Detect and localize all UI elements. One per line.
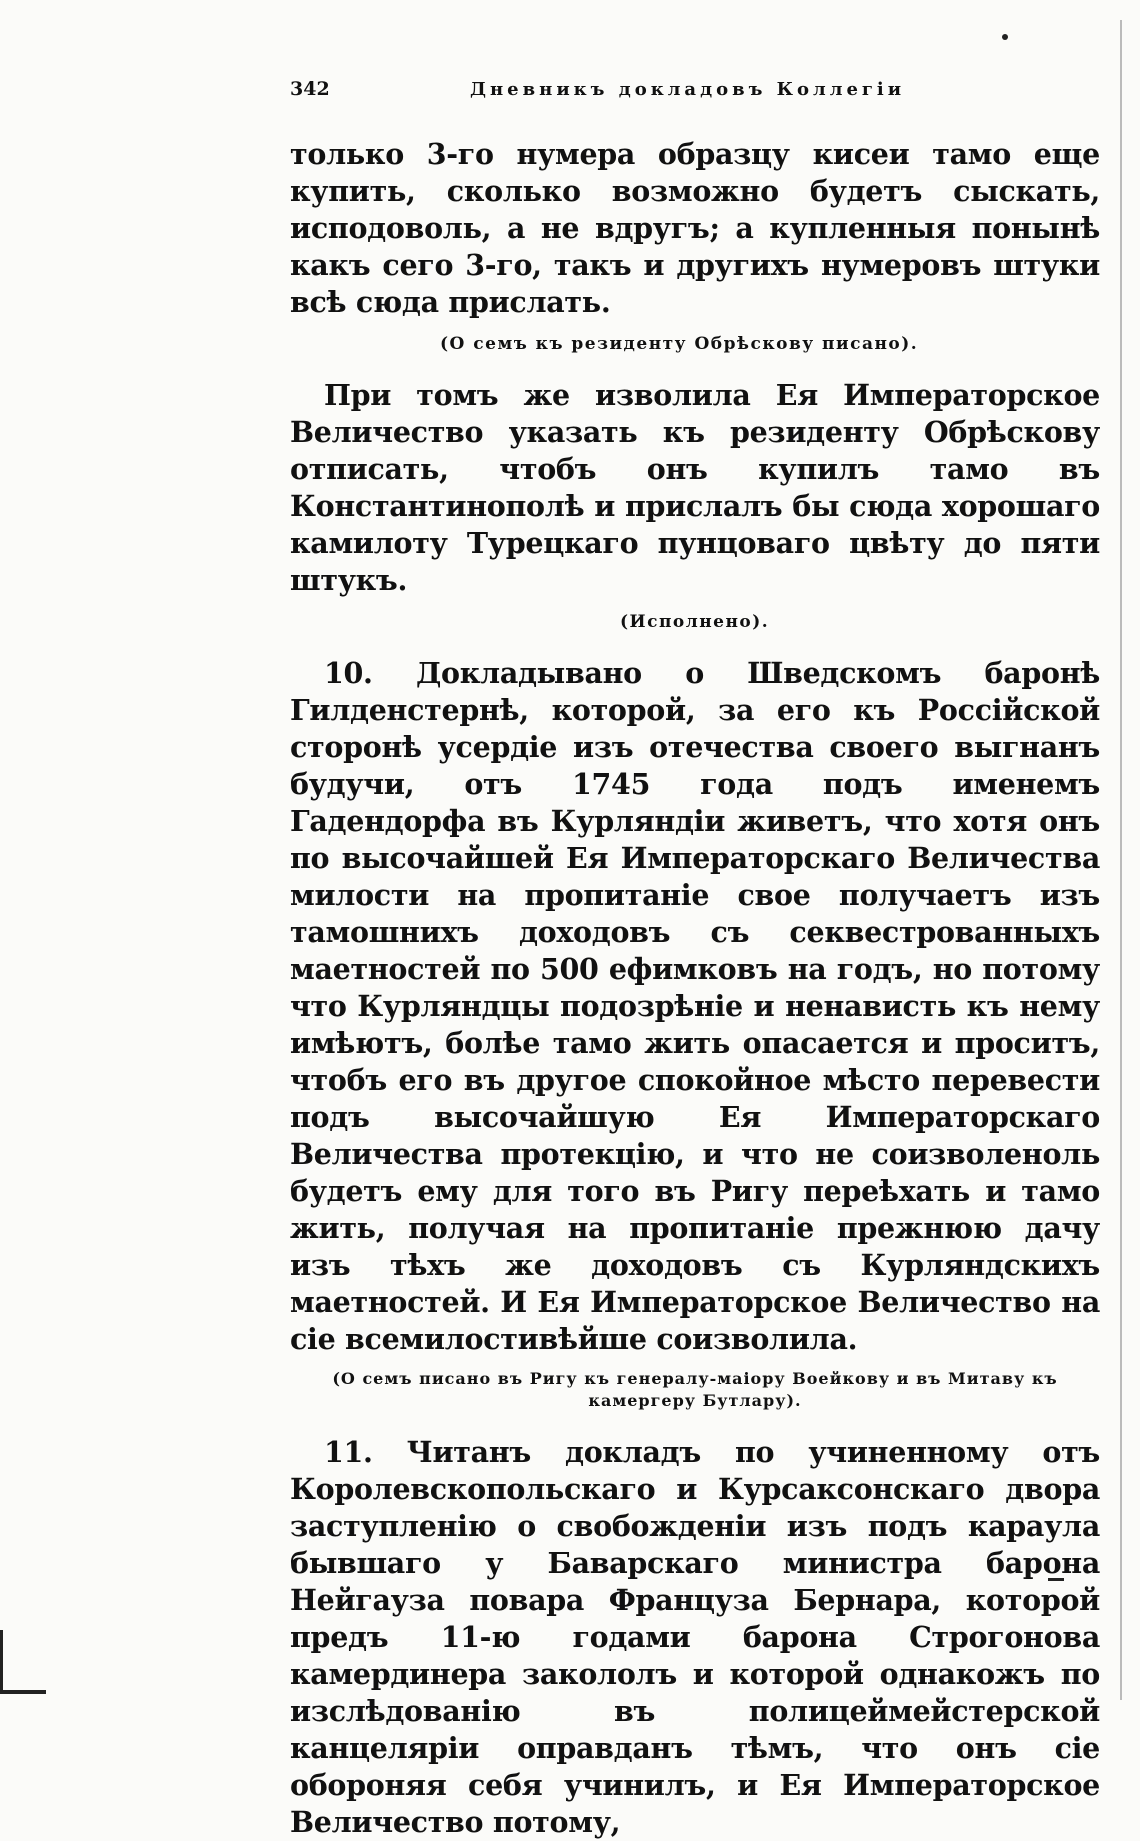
editorial-note: (Исполнено). <box>620 612 770 632</box>
paragraph: При томъ же изволила Ея Императорское Величество указать къ резиденту Обрѣскову отписать, чтобъ онъ купилъ тамо въ Константинополѣ и прислалъ бы сюда хорошаго камилоту Турецкаго пунцоваго цвѣту до пяти штукъ. <box>290 378 1100 597</box>
scan-mark <box>1002 34 1008 40</box>
page-edge-line <box>1120 20 1122 1700</box>
page-number: 342 <box>290 78 330 100</box>
scan-mark <box>0 1630 3 1692</box>
running-title: Дневникъ докладовъ Коллегіи <box>470 79 906 100</box>
scan-mark <box>0 1690 46 1694</box>
paragraph-continuation: только 3-го нумера образцу кисеи тамо еще купить, сколько возможно будетъ сыскать, исподоволь, а не вдругъ; а купленныя понынѣ какъ сего 3-го, такъ и другихъ нумеровъ штуки всѣ сюда прислать. <box>290 137 1100 319</box>
page-header <box>290 78 1100 114</box>
paragraph-item-10: 10. Докладывано о Шведскомъ баронѣ Гилденстернѣ, которой, за его къ Россійской сторонѣ усердіе изъ отечества своего выгнанъ будучи, отъ 1745 года подъ именемъ Гадендорфа въ Курляндіи живетъ, что хотя онъ по высочайшей Ея Императорскаго Величества милости на пропитаніе свое получаетъ изъ тамошнихъ доходовъ съ секвестрованныхъ маетностей по 500 ефимковъ на годъ, но потому что Курляндцы подозрѣніе и ненависть къ нему имѣютъ, болѣе тамо жить опасается и проситъ, чтобъ его въ другое спокойное мѣсто перевести подъ высочайшую Ея Императорскаго Величества протекцію, и что не соизволеноль будетъ ему для того въ Ригу переѣхать и тамо жить, получая на пропитаніе прежнюю дачу изъ тѣхъ же доходовъ съ Курляндскихъ маетностей. И Ея Императорское Величество на сіе всемилостивѣйше соизволила. <box>290 656 1100 1356</box>
paragraph-item-11: 11. Читанъ докладъ по учиненному отъ Королевскопольскаго и Курсаксонскаго двора заступленію о свобожденіи изъ подъ караула бывшаго у Баварскаго министра барона Нейгауза повара Француза Бернара, которой предъ 11-ю годами барона Строгонова камердинера закололъ и которой однакожъ по изслѣдованію въ полицеймейстерской канцеляріи оправданъ тѣмъ, что онъ сіе обороняя себя учинилъ, и Ея Императорское Величество потому, <box>290 1435 1100 1839</box>
document-page <box>290 78 1100 1841</box>
editorial-note: (О семъ къ резиденту Обрѣскову писано). <box>440 334 919 354</box>
editorial-note: (О семъ писано въ Ригу къ генералу-маіору Воейкову и въ Митаву къ камергеру Бутлару). <box>332 1369 1058 1410</box>
